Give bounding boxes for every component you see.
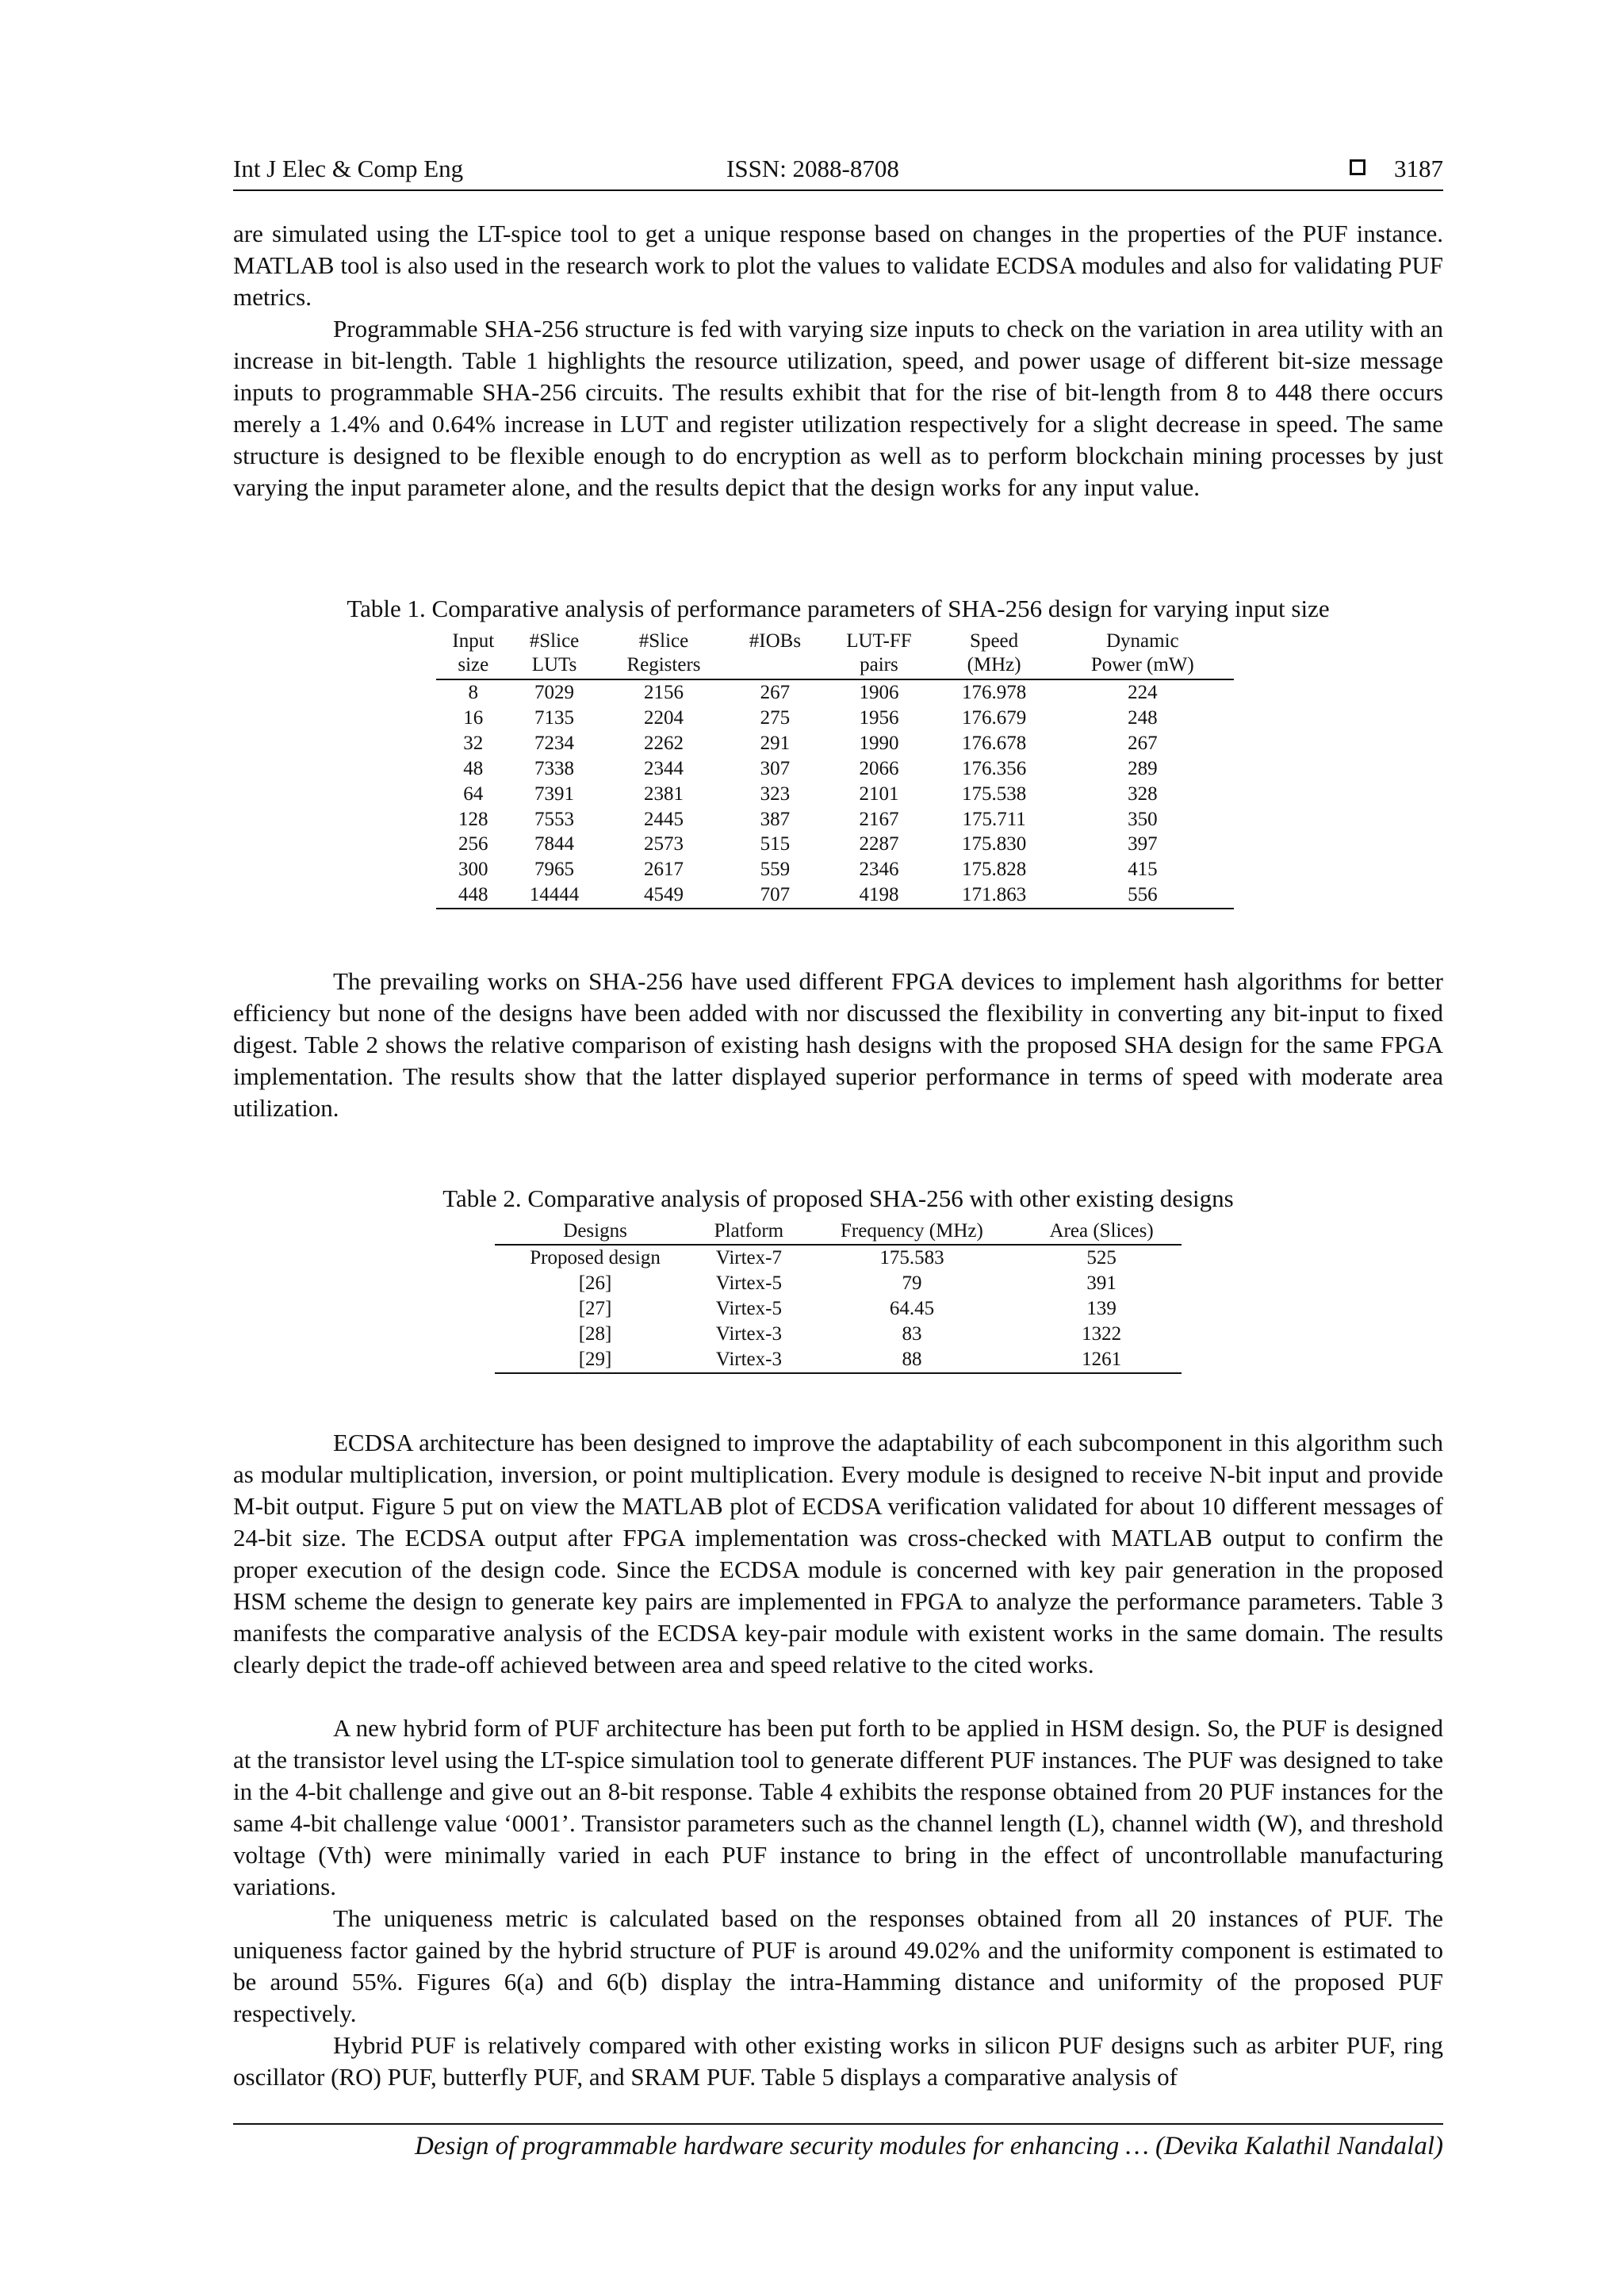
table-cell: 48 bbox=[463, 757, 484, 779]
table-cell: 2344 bbox=[643, 757, 684, 779]
table-cell: 7391 bbox=[534, 783, 575, 805]
footer-rule bbox=[233, 2123, 1443, 2125]
table-cell: 2346 bbox=[859, 859, 899, 881]
table-row bbox=[495, 1322, 1182, 1347]
table-cell: Virtex-7 bbox=[715, 1247, 782, 1269]
table-cell: [29] bbox=[495, 1347, 695, 1373]
table-cell: 128 bbox=[458, 808, 488, 830]
table-cell: 559 bbox=[760, 859, 791, 881]
table-cell: 8 bbox=[468, 682, 479, 703]
table-cell: 515 bbox=[760, 833, 791, 855]
table-cell: 2101 bbox=[859, 783, 899, 805]
table-cell: [27] bbox=[578, 1297, 612, 1319]
table-cell: 175.583 bbox=[879, 1247, 944, 1269]
journal-name: Int J Elec & Comp Eng bbox=[233, 155, 464, 182]
table-cell: 7965 bbox=[534, 859, 575, 881]
table-cell: 556 bbox=[1051, 882, 1234, 909]
paragraph-7: Hybrid PUF is relatively compared with other existing works in silicon PUF designs such as arbiter PUF, ring oscillator (RO) PUF, butterfly PUF, and SRAM PUF. Table 5 displays a comparative analysis of bbox=[233, 2031, 1443, 2091]
table-cell: 4549 bbox=[598, 882, 729, 909]
page-number: 3187 bbox=[1394, 155, 1443, 182]
table-cell: 248 bbox=[1128, 706, 1158, 729]
table-row bbox=[436, 807, 1234, 832]
table-cell: 1261 bbox=[1021, 1347, 1182, 1373]
table-cell: 391 bbox=[1086, 1272, 1116, 1294]
paragraph-5: A new hybrid form of PUF architecture has been put forth to be applied in HSM design. So, the PUF is designed at the transistor level using the LT-spice simulation tool to generate different PUF instances. The PUF was designed to take in the 4-bit challenge and give out an 8-bit response. Table 4 exhibits the response obtained from 20 PUF instances for the same 4-bit challenge value ‘0001’. Transistor parameters such as the channel length (L), channel width (W), and threshold voltage (Vth) were minimally varied in each PUF instance to bring in the effect of uncontrollable manufacturing variations. bbox=[233, 1714, 1443, 1900]
table-cell: 707 bbox=[730, 882, 822, 909]
table-cell: Proposed design bbox=[530, 1247, 661, 1269]
table-cell: 1906 bbox=[859, 682, 899, 703]
table-cell: [26] bbox=[578, 1272, 612, 1294]
table-row bbox=[495, 1245, 1182, 1271]
table-cell: 275 bbox=[760, 706, 791, 729]
paragraph-2: Programmable SHA-256 structure is fed with varying size inputs to check on the variation in area utility with an increase in bit-length. Table 1 highlights the resource utilization, speed, and power usage of different bit-size message inputs to programmable SHA-256 circuits. The results exhibit that for the rise of bit-length from 8 to 448 there occurs merely a 1.4% and 0.64% increase in LUT and register utilization respectively for a slight decrease in speed. The same structure is designed to be flexible enough to do encryption as well as to perform blockchain mining processes by just varying the input parameter alone, and the results depict that the design works for any input value. bbox=[233, 315, 1443, 501]
table-cell: 7338 bbox=[534, 757, 575, 779]
table2 bbox=[495, 1219, 1182, 1374]
checkbox-square-icon bbox=[1350, 159, 1365, 175]
table-cell: 16 bbox=[463, 706, 484, 729]
paragraph-4: ECDSA architecture has been designed to improve the adaptability of each subcomponent in this algorithm such as modular multiplication, inversion, or point multiplication. Every module is designed to receive N-bit input and provide M-bit output. Figure 5 put on view the MATLAB plot of ECDSA verification validated for about 10 different messages of 24-bit size. The ECDSA output after FPGA implementation was cross-checked with MATLAB output to confirm the proper execution of the design code. Since the ECDSA module is concerned with key pair generation in the proposed HSM scheme the design to generate key pairs are implemented in FPGA to analyze the performance parameters. Table 3 manifests the comparative analysis of the ECDSA key-pair module with existent works in the same domain. The results clearly depict the trade-off achieved between area and speed relative to the cited works. bbox=[233, 1429, 1443, 1678]
table-cell: 7553 bbox=[534, 808, 575, 830]
table-row bbox=[436, 782, 1234, 807]
issn: ISSN: 2088-8708 bbox=[726, 155, 899, 182]
table1-header-cell: #Slice Registers bbox=[626, 630, 701, 675]
table2-header-cell: Area (Slices) bbox=[1049, 1220, 1154, 1242]
table-cell: 176.679 bbox=[961, 706, 1027, 729]
table-cell: 256 bbox=[458, 833, 488, 855]
table1-header-cell: Input size bbox=[452, 630, 495, 675]
table-cell: 448 bbox=[436, 882, 511, 909]
table-cell: 176.678 bbox=[961, 732, 1027, 754]
table-cell: 79 bbox=[902, 1272, 922, 1294]
table-row bbox=[495, 1296, 1182, 1322]
table-cell: 14444 bbox=[511, 882, 599, 909]
table-cell: [28] bbox=[578, 1322, 612, 1345]
table-cell: 64.45 bbox=[889, 1297, 935, 1319]
table-cell: Virtex-5 bbox=[715, 1297, 782, 1319]
table-cell: 1322 bbox=[1082, 1322, 1122, 1345]
table-cell: 7029 bbox=[534, 682, 575, 703]
table-row bbox=[436, 706, 1234, 731]
table-cell: 267 bbox=[760, 682, 791, 703]
table-row bbox=[436, 832, 1234, 857]
table2-caption: Table 2. Comparative analysis of proposed SHA-256 with other existing designs bbox=[442, 1184, 1234, 1212]
paragraph-6: The uniqueness metric is calculated based on the responses obtained from all 20 instances of PUF. The uniqueness factor gained by the hybrid structure of PUF is around 49.02% and the uniformity component is estimated to be around 55%. Figures 6(a) and 6(b) display the intra-Hamming distance and uniformity of the proposed PUF respectively. bbox=[233, 1904, 1443, 2027]
table-cell: 323 bbox=[760, 783, 791, 805]
table-row bbox=[436, 857, 1234, 882]
table-row bbox=[436, 731, 1234, 756]
table-cell: 32 bbox=[463, 732, 484, 754]
table-cell: 2066 bbox=[859, 757, 899, 779]
table-cell: 2262 bbox=[643, 732, 684, 754]
table-cell: Virtex-5 bbox=[715, 1272, 782, 1294]
table-cell: 2573 bbox=[643, 833, 684, 855]
table-cell: 175.828 bbox=[961, 859, 1027, 881]
table-cell: 2167 bbox=[859, 808, 899, 830]
table-cell: 83 bbox=[902, 1322, 922, 1345]
table-cell: 175.538 bbox=[961, 783, 1027, 805]
running-footer: Design of programmable hardware security modules for enhancing … (Devika Kalathil Nandalal) bbox=[415, 2132, 1443, 2160]
table-row bbox=[436, 679, 1234, 706]
table-cell: 328 bbox=[1128, 783, 1158, 805]
table1 bbox=[436, 629, 1234, 909]
running-header bbox=[233, 155, 1443, 191]
table-cell: 224 bbox=[1128, 682, 1158, 703]
table-cell: 291 bbox=[760, 732, 791, 754]
table2-header-cell: Designs bbox=[563, 1220, 627, 1242]
table-cell: 307 bbox=[760, 757, 791, 779]
table-cell: 88 bbox=[802, 1347, 1022, 1373]
table-cell: Virtex-3 bbox=[695, 1347, 802, 1373]
table-cell: 176.356 bbox=[961, 757, 1027, 779]
table-cell: 415 bbox=[1128, 859, 1158, 881]
table-cell: 2381 bbox=[643, 783, 684, 805]
table-cell: 300 bbox=[458, 859, 488, 881]
table1-caption: Table 1. Comparative analysis of performance parameters of SHA-256 design for varying input size bbox=[347, 595, 1330, 622]
table-row bbox=[495, 1271, 1182, 1296]
table-cell: 1990 bbox=[859, 732, 899, 754]
table-cell: 525 bbox=[1086, 1247, 1116, 1269]
table-row bbox=[495, 1347, 1182, 1373]
table-cell: 397 bbox=[1128, 833, 1158, 855]
table-cell: 7135 bbox=[534, 706, 575, 729]
table-row bbox=[436, 882, 1234, 909]
table-cell: 2204 bbox=[643, 706, 684, 729]
table-cell: 289 bbox=[1128, 757, 1158, 779]
header-rule bbox=[233, 189, 1443, 191]
table-cell: 2156 bbox=[643, 682, 684, 703]
table1-header-cell: #IOBs bbox=[749, 630, 802, 652]
table-cell: 2287 bbox=[859, 833, 899, 855]
table-cell: 1956 bbox=[859, 706, 899, 729]
table-cell: 175.830 bbox=[961, 833, 1027, 855]
table-row bbox=[436, 756, 1234, 782]
paragraph-3: The prevailing works on SHA-256 have used different FPGA devices to implement hash algorithms for better efficiency but none of the designs have been added with nor discussed the flexibility in converting any bit-input to fixed digest. Table 2 shows the relative comparison of existing hash designs with the proposed SHA design for the same FPGA implementation. The results show that the latter displayed superior performance in terms of speed with moderate area utilization. bbox=[233, 967, 1443, 1122]
table-cell: 2445 bbox=[643, 808, 684, 830]
table-cell: 175.711 bbox=[962, 808, 1026, 830]
table-cell: 139 bbox=[1086, 1297, 1116, 1319]
table1-header-cell: #Slice LUTs bbox=[529, 630, 580, 675]
table-cell: 267 bbox=[1128, 732, 1158, 754]
table-cell: 350 bbox=[1128, 808, 1158, 830]
table-cell: 387 bbox=[760, 808, 791, 830]
table-cell: 171.863 bbox=[937, 882, 1051, 909]
table1-header-cell: LUT-FF pairs bbox=[846, 630, 912, 675]
table-cell: 2617 bbox=[643, 859, 684, 881]
paragraph-1: are simulated using the LT-spice tool to get a unique response based on changes in the properties of the PUF instance. MATLAB tool is also used in the research work to plot the values to validate ECDSA modules and also for validating PUF metrics. bbox=[233, 220, 1443, 311]
table-cell: 176.978 bbox=[961, 682, 1027, 703]
table-cell: Virtex-3 bbox=[715, 1322, 782, 1345]
table-cell: 4198 bbox=[821, 882, 936, 909]
table-cell: 64 bbox=[463, 783, 484, 805]
table1-header-cell: Dynamic Power (mW) bbox=[1090, 630, 1194, 675]
table2-header-cell: Frequency (MHz) bbox=[841, 1220, 983, 1242]
table-cell: 7844 bbox=[534, 833, 575, 855]
table-cell: 7234 bbox=[534, 732, 575, 754]
table2-header-cell: Platform bbox=[714, 1220, 784, 1242]
table1-header-cell: Speed (MHz) bbox=[967, 630, 1021, 675]
